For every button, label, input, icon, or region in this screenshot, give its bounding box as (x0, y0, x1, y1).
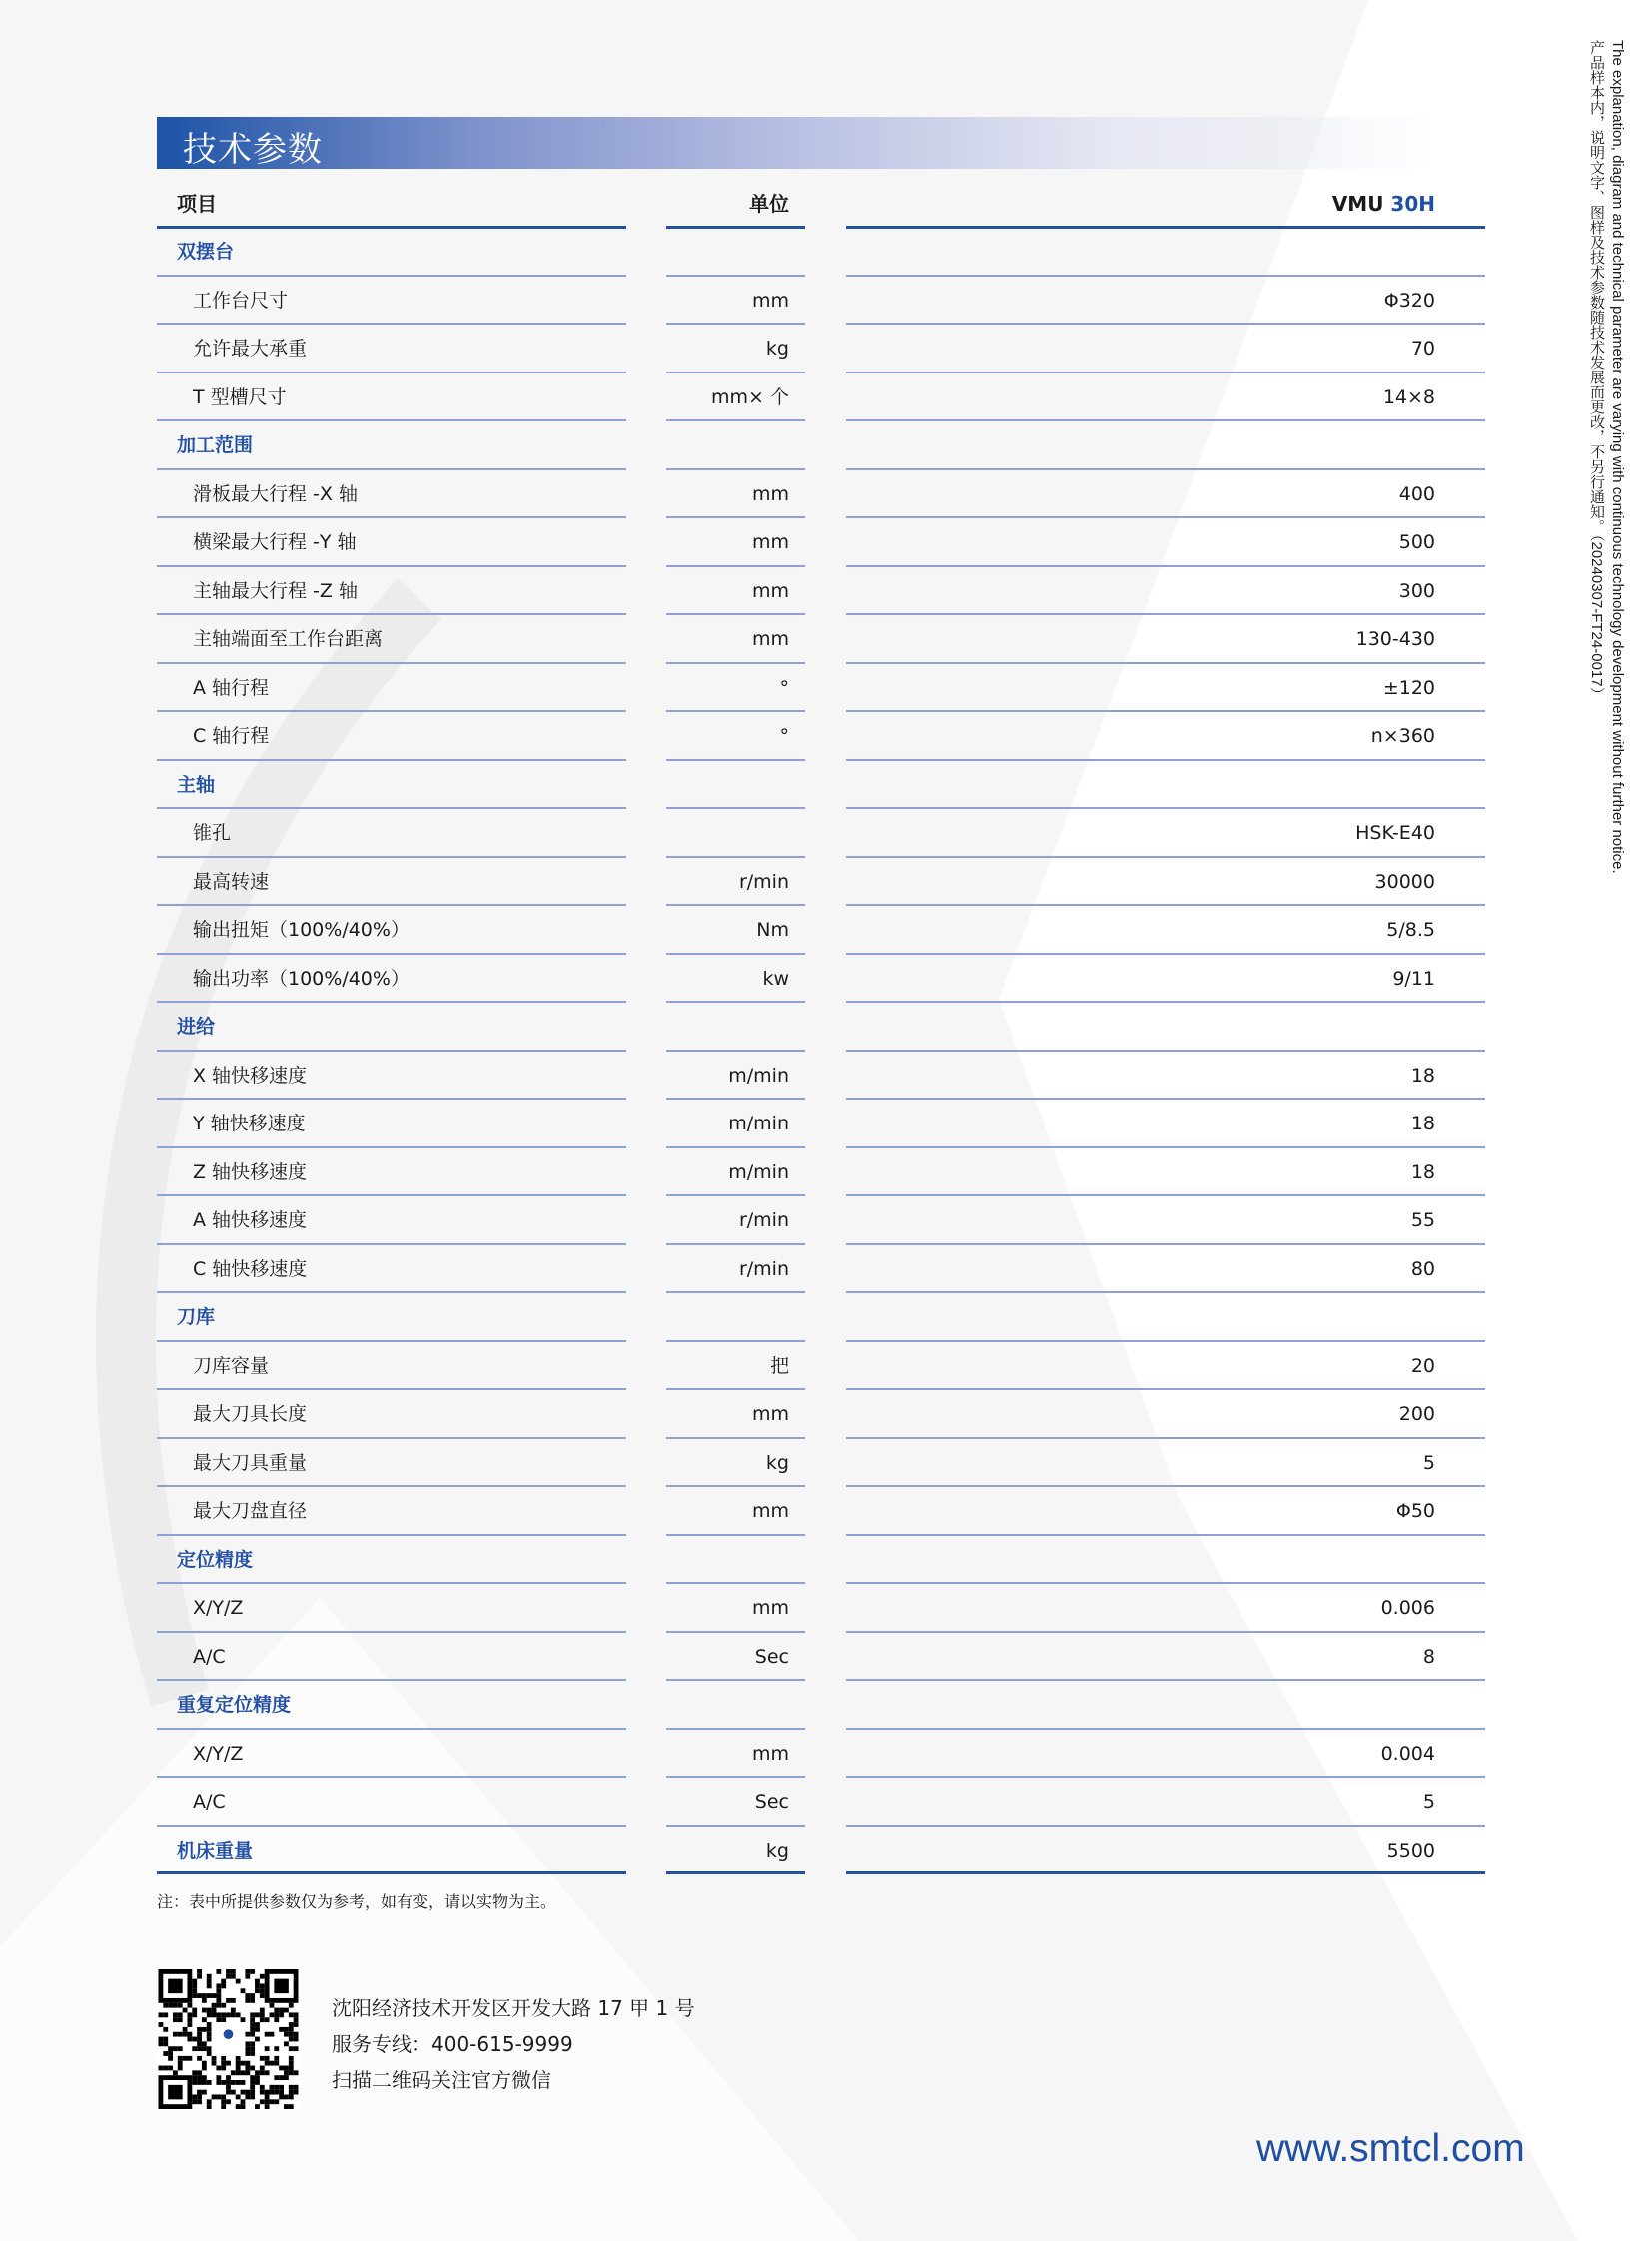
cell-unit: mm (666, 518, 805, 567)
cell-value: 130-430 (846, 615, 1485, 664)
cell-label: 最大刀具长度 (157, 1390, 626, 1439)
side-disclaimer: The explanation, diagram and technical parameter are varying with continuous technology development without further notice. 产品样本内，说明文字、图样及技术参数随技术发展而更改，不另行通知。（20240307-FT24-0017） (1588, 40, 1626, 874)
table-row (157, 1100, 1485, 1148)
cell-unit (666, 1293, 805, 1342)
cell-label: C 轴行程 (157, 712, 626, 761)
cell-label: Z 轴快移速度 (157, 1148, 626, 1197)
cell-label: 刀库 (157, 1293, 626, 1342)
table-row (157, 1487, 1485, 1536)
cell-value: 70 (846, 325, 1485, 374)
table-row (157, 1633, 1485, 1682)
table-row (157, 567, 1485, 616)
cell-value: 0.006 (846, 1584, 1485, 1633)
cell-value: 30000 (846, 858, 1485, 907)
cell-label: X/Y/Z (157, 1584, 626, 1633)
cell-unit (666, 809, 805, 858)
cell-label: X 轴快移速度 (157, 1052, 626, 1101)
table-row (157, 858, 1485, 907)
cell-unit: Sec (666, 1633, 805, 1682)
cell-unit: m/min (666, 1052, 805, 1101)
cell-label: 刀库容量 (157, 1342, 626, 1391)
cell-value: 5500 (846, 1827, 1485, 1875)
table-row (157, 1390, 1485, 1439)
cell-label: X/Y/Z (157, 1730, 626, 1779)
cell-label: 最大刀盘直径 (157, 1487, 626, 1536)
table-row (157, 712, 1485, 761)
page-title: 技术参数 (183, 130, 323, 170)
table-row (157, 615, 1485, 664)
cell-label: Y 轴快移速度 (157, 1100, 626, 1148)
cell-value (846, 228, 1485, 277)
cell-label: 输出功率（100%/40%） (157, 955, 626, 1004)
cell-value: 18 (846, 1100, 1485, 1148)
cell-label: 最高转速 (157, 858, 626, 907)
cell-unit: mm (666, 1730, 805, 1779)
cell-unit (666, 1003, 805, 1052)
table-header (157, 180, 1485, 229)
cell-unit: mm (666, 1584, 805, 1633)
cell-unit: mm (666, 1487, 805, 1536)
table-row (157, 955, 1485, 1004)
cell-unit: kg (666, 1439, 805, 1488)
cell-value (846, 761, 1485, 810)
cell-value: 200 (846, 1390, 1485, 1439)
cell-value (846, 1681, 1485, 1730)
cell-value: 5 (846, 1778, 1485, 1827)
cell-unit: kg (666, 325, 805, 374)
cell-unit (666, 1681, 805, 1730)
table-row (157, 809, 1485, 858)
table-note: 注：表中所提供参数仅为参考，如有变，请以实物为主。 (157, 1892, 557, 1911)
header-model: VMU 30H (846, 180, 1485, 229)
header-item: 项目 (157, 180, 626, 229)
qr-code (157, 1969, 300, 2109)
table-row (157, 1730, 1485, 1779)
section-row (157, 761, 1485, 810)
cell-value: Φ50 (846, 1487, 1485, 1536)
cell-value: 400 (846, 470, 1485, 519)
table-row (157, 1196, 1485, 1245)
cell-unit: mm (666, 470, 805, 519)
section-row (157, 228, 1485, 277)
cell-unit (666, 228, 805, 277)
cell-label: 滑板最大行程 -X 轴 (157, 470, 626, 519)
cell-unit: kw (666, 955, 805, 1004)
cell-unit: mm (666, 277, 805, 326)
cell-unit: ° (666, 664, 805, 713)
cell-label: 横梁最大行程 -Y 轴 (157, 518, 626, 567)
cell-value: Φ320 (846, 277, 1485, 326)
table-row (157, 1342, 1485, 1391)
cell-value: 5 (846, 1439, 1485, 1488)
cell-value: 20 (846, 1342, 1485, 1391)
wechat-prompt: 扫描二维码关注官方微信 (332, 2068, 551, 2092)
cell-unit: r/min (666, 1245, 805, 1294)
cell-value (846, 421, 1485, 470)
cell-label: 最大刀具重量 (157, 1439, 626, 1488)
section-title-bar (157, 117, 1435, 169)
header-unit: 单位 (666, 180, 805, 229)
cell-value (846, 1293, 1485, 1342)
cell-value: 9/11 (846, 955, 1485, 1004)
cell-label: 重复定位精度 (157, 1681, 626, 1730)
hotline: 服务专线：400-615-9999 (332, 2032, 573, 2056)
cell-value: 18 (846, 1052, 1485, 1101)
cell-value: 14×8 (846, 374, 1485, 422)
cell-value: n×360 (846, 712, 1485, 761)
cell-unit: m/min (666, 1148, 805, 1197)
table-row (157, 277, 1485, 326)
cell-unit: mm (666, 1390, 805, 1439)
cell-label: 定位精度 (157, 1536, 626, 1585)
table-row (157, 1052, 1485, 1101)
cell-unit (666, 421, 805, 470)
cell-label: 输出扭矩（100%/40%） (157, 906, 626, 955)
table-row (157, 374, 1485, 422)
cell-label: A 轴行程 (157, 664, 626, 713)
cell-unit: Nm (666, 906, 805, 955)
cell-label: 机床重量 (157, 1827, 626, 1875)
section-row (157, 1293, 1485, 1342)
cell-label: C 轴快移速度 (157, 1245, 626, 1294)
cell-label: 主轴端面至工作台距离 (157, 615, 626, 664)
section-row (157, 421, 1485, 470)
cell-label: 主轴 (157, 761, 626, 810)
cell-value: HSK-E40 (846, 809, 1485, 858)
cell-label: 工作台尺寸 (157, 277, 626, 326)
table-row (157, 1439, 1485, 1488)
cell-value: 8 (846, 1633, 1485, 1682)
table-row (157, 470, 1485, 519)
website-link[interactable]: www.smtcl.com (1256, 2127, 1525, 2170)
cell-value: 18 (846, 1148, 1485, 1197)
table-row (157, 906, 1485, 955)
address: 沈阳经济技术开发区开发大路 17 甲 1 号 (332, 1996, 695, 2020)
table-row (157, 1778, 1485, 1827)
cell-value: 0.004 (846, 1730, 1485, 1779)
cell-label: 进给 (157, 1003, 626, 1052)
cell-label: T 型槽尺寸 (157, 374, 626, 422)
section-row (157, 1536, 1485, 1585)
cell-value: ±120 (846, 664, 1485, 713)
cell-unit: mm× 个 (666, 374, 805, 422)
cell-label: 双摆台 (157, 228, 626, 277)
cell-value: 5/8.5 (846, 906, 1485, 955)
cell-label: 锥孔 (157, 809, 626, 858)
cell-label: A 轴快移速度 (157, 1196, 626, 1245)
cell-unit: r/min (666, 858, 805, 907)
table-row (157, 1584, 1485, 1633)
table-row (157, 1148, 1485, 1197)
cell-label: 主轴最大行程 -Z 轴 (157, 567, 626, 616)
cell-unit (666, 761, 805, 810)
cell-value: 500 (846, 518, 1485, 567)
section-row (157, 1681, 1485, 1730)
cell-label: 允许最大承重 (157, 325, 626, 374)
cell-value: 80 (846, 1245, 1485, 1294)
table-row (157, 325, 1485, 374)
cell-unit: Sec (666, 1778, 805, 1827)
table-row (157, 518, 1485, 567)
cell-unit (666, 1536, 805, 1585)
cell-label: A/C (157, 1778, 626, 1827)
cell-value: 300 (846, 567, 1485, 616)
cell-unit: 把 (666, 1342, 805, 1391)
cell-label: A/C (157, 1633, 626, 1682)
cell-unit: kg (666, 1827, 805, 1875)
section-row (157, 1003, 1485, 1052)
section-row (157, 1827, 1485, 1875)
cell-unit: mm (666, 615, 805, 664)
cell-unit: ° (666, 712, 805, 761)
cell-value: 55 (846, 1196, 1485, 1245)
cell-value (846, 1003, 1485, 1052)
cell-unit: mm (666, 567, 805, 616)
cell-label: 加工范围 (157, 421, 626, 470)
cell-unit: m/min (666, 1100, 805, 1148)
table-row (157, 1245, 1485, 1294)
cell-unit: r/min (666, 1196, 805, 1245)
cell-value (846, 1536, 1485, 1585)
table-row (157, 664, 1485, 713)
